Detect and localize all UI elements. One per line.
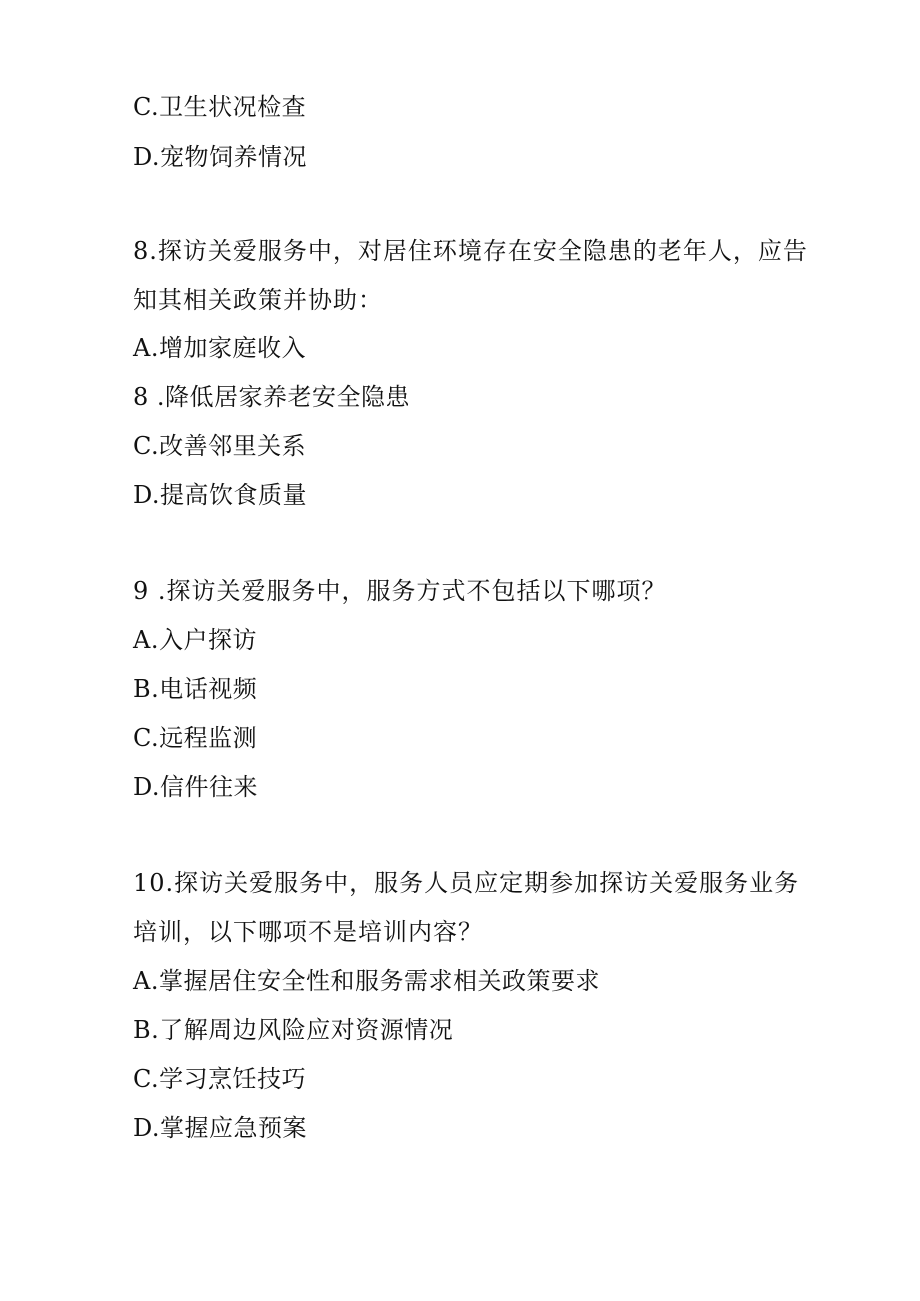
question-10-line-1: 10.探访关爱服务中，服务人员应定期参加探访关爱服务业务 — [133, 869, 800, 897]
question-10-option-b: B.了解周边风险应对资源情况 — [133, 1016, 454, 1044]
question-9-option-c: C.远程监测 — [133, 724, 258, 752]
question-9-line-1: 9 .探访关爱服务中，服务方式不包括以下哪项？ — [133, 577, 667, 605]
question-10-option-c: C.学习烹饪技巧 — [133, 1065, 307, 1093]
question-10-line-2: 培训，以下哪项不是培训内容？ — [133, 918, 483, 946]
question-10-option-d: D.掌握应急预案 — [133, 1114, 308, 1142]
question-8-line-1: 8.探访关爱服务中，对居住环境存在安全隐患的老年人，应告 — [133, 237, 808, 265]
question-10-option-a: A.掌握居住安全性和服务需求相关政策要求 — [133, 967, 600, 995]
question-9-option-b: B.电话视频 — [133, 675, 258, 703]
question-8-option-d: D.提高饮食质量 — [133, 481, 308, 509]
option-d-prev: D.宠物饲养情况 — [133, 143, 308, 171]
question-8-line-2: 知其相关政策并协助： — [133, 286, 383, 314]
option-c-prev: C.卫生状况检查 — [133, 93, 307, 121]
question-8-option-c: C.改善邻里关系 — [133, 432, 307, 460]
question-9-option-d: D.信件往来 — [133, 773, 259, 801]
question-8-option-b: 8 .降低居家养老安全隐患 — [133, 383, 411, 411]
question-8-option-a: A.增加家庭收入 — [133, 334, 306, 362]
question-9-option-a: A.入户探访 — [133, 626, 257, 654]
